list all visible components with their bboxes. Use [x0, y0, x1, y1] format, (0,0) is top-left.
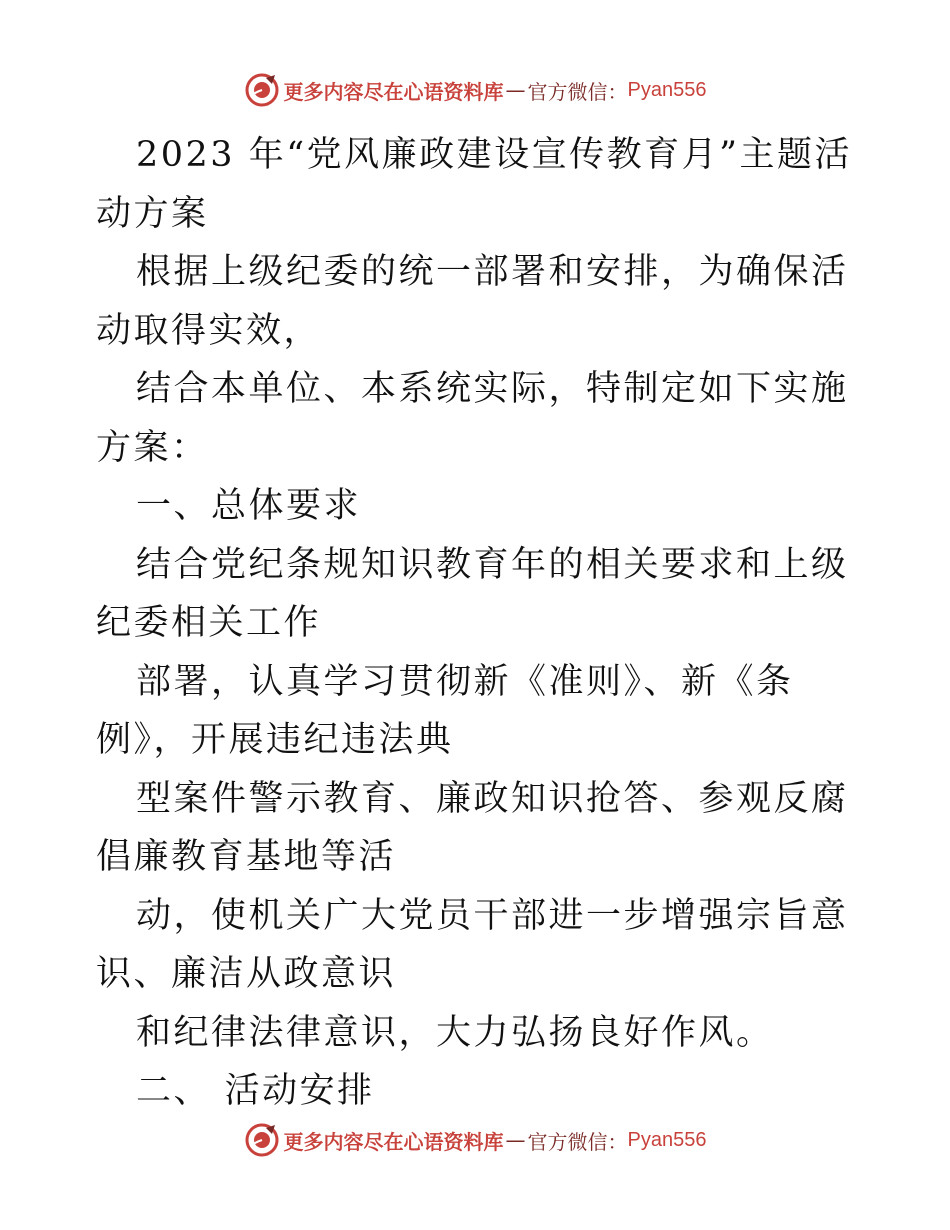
pen-logo-icon	[244, 1122, 280, 1158]
paragraph-section1-a: 结合党纪条规知识教育年的相关要求和上级纪委相关工作	[96, 544, 849, 643]
footer-wechat-label: 官方微信：	[527, 1129, 628, 1154]
pen-logo-icon	[244, 72, 280, 108]
paragraph-section1-e: 和纪律法律意识，大力弘扬良好作风。	[136, 1012, 774, 1053]
document-title: 2023 年“党风廉政建设宣传教育月”主题活动方案	[96, 135, 852, 234]
header-wechat-label: 官方微信：	[527, 79, 628, 104]
header-banner	[0, 68, 950, 112]
paragraph-section1-c: 型案件警示教育、廉政知识抢答、参观反腐倡廉教育基地等活	[96, 778, 849, 877]
document-body	[96, 126, 861, 1121]
section-heading-2: 二、 活动安排	[136, 1071, 375, 1111]
footer-separator: —	[505, 1128, 526, 1152]
header-wechat-id: Pyan556	[627, 78, 707, 101]
section-heading-1: 一、总体要求	[136, 486, 362, 526]
header-brand-text: 更多内容尽在心语资料库	[283, 79, 504, 104]
paragraph-intro: 根据上级纪委的统一部署和安排，为确保活动取得实效，	[96, 252, 849, 351]
footer-brand-text: 更多内容尽在心语资料库	[283, 1129, 504, 1154]
paragraph-intro-cont: 结合本单位、本系统实际，特制定如下实施方案：	[96, 369, 849, 468]
paragraph-section1-b: 部署，认真学习贯彻新《准则》、新《条例》，开展违纪违法典	[96, 661, 794, 760]
paragraph-section1-d: 动，使机关广大党员干部进一步增强宗旨意识、廉洁从政意识	[96, 895, 849, 994]
footer-wechat-id: Pyan556	[627, 1128, 707, 1151]
header-separator: —	[505, 78, 526, 102]
footer-banner	[0, 1118, 950, 1162]
